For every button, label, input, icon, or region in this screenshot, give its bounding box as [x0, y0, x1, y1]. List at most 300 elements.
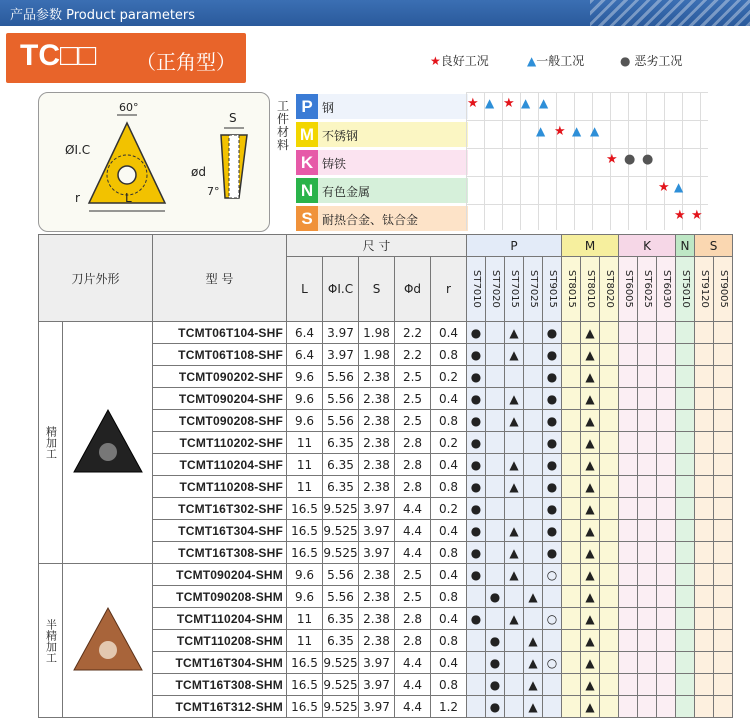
model-cell: TCMT110208-SHM [153, 630, 287, 652]
grade-cell [676, 564, 695, 586]
grade-cell [600, 476, 619, 498]
grade-cell [600, 652, 619, 674]
star-icon: ★ [691, 208, 703, 223]
legend-good [430, 52, 489, 69]
grade-cell [638, 322, 657, 344]
grade-cell [638, 476, 657, 498]
dim-cell: 16.5 [287, 520, 323, 542]
grade-cell [695, 674, 714, 696]
grade-cell [638, 586, 657, 608]
grade-cell [600, 344, 619, 366]
grade-cell [619, 322, 638, 344]
dim-cell: 9.525 [323, 674, 359, 696]
dim-cell: 0.2 [431, 432, 467, 454]
grade-cell [695, 322, 714, 344]
grade-cell: ▲ [581, 674, 600, 696]
grade-header [657, 257, 676, 322]
grade-cell [486, 608, 505, 630]
grade-cell [619, 674, 638, 696]
grade-cell [714, 344, 733, 366]
grade-cell: ● [543, 476, 562, 498]
grade-header [676, 257, 695, 322]
grade-cell [486, 498, 505, 520]
grade-cell: ▲ [581, 586, 600, 608]
header-model: 型 号 [153, 235, 287, 322]
material-row-s [296, 206, 468, 231]
grade-header [486, 257, 505, 322]
grade-cell [638, 498, 657, 520]
dim-cell: 2.38 [359, 432, 395, 454]
grade-cell: ▲ [581, 498, 600, 520]
dim-cell: 16.5 [287, 542, 323, 564]
grade-cell: ▲ [505, 520, 524, 542]
dim-cell: 2.38 [359, 410, 395, 432]
grade-cell: ● [467, 322, 486, 344]
grade-cell [638, 608, 657, 630]
dim-cell: 0.8 [431, 410, 467, 432]
legend-normal [527, 52, 584, 69]
grade-cell [714, 432, 733, 454]
dim-cell: 2.8 [395, 630, 431, 652]
grade-cell: ● [543, 388, 562, 410]
grade-cell [657, 542, 676, 564]
section-semi: 半精加工 [39, 564, 63, 718]
material-code: M [296, 122, 318, 147]
dim-header: ΦI.C [323, 257, 359, 322]
dim-header: L [287, 257, 323, 322]
dim-cell: 11 [287, 476, 323, 498]
grade-cell [505, 674, 524, 696]
triangle-icon: ▲ [674, 180, 684, 194]
grade-cell [619, 652, 638, 674]
grade-cell [543, 674, 562, 696]
grade-cell [657, 586, 676, 608]
dim-cell: 3.97 [359, 498, 395, 520]
grade-cell [638, 388, 657, 410]
dim-cell: 2.2 [395, 322, 431, 344]
grade-cell: ● [543, 454, 562, 476]
grade-cell [695, 344, 714, 366]
group-s: S [695, 235, 733, 257]
material-name: 钢 [322, 101, 335, 115]
grade-cell [562, 564, 581, 586]
grade-cell [562, 608, 581, 630]
grade-cell [467, 696, 486, 718]
grade-cell [638, 366, 657, 388]
grade-cell [505, 432, 524, 454]
dim-cell: 0.8 [431, 344, 467, 366]
dot-icon: ● [624, 152, 636, 167]
grade-cell: ● [467, 366, 486, 388]
group-k: K [619, 235, 676, 257]
grade-cell [695, 564, 714, 586]
grade-cell: ▲ [581, 630, 600, 652]
dim-header: r [431, 257, 467, 322]
grade-cell: ● [467, 520, 486, 542]
star-icon: ★ [606, 152, 618, 167]
grade-cell [638, 432, 657, 454]
header-dims: 尺 寸 [287, 235, 467, 257]
grade-cell [714, 366, 733, 388]
grade-cell [714, 674, 733, 696]
dim-cell: 0.8 [431, 586, 467, 608]
dim-header: S [359, 257, 395, 322]
grade-cell [695, 630, 714, 652]
angle-label: 60° [119, 101, 139, 114]
dim-cell: 11 [287, 630, 323, 652]
grade-cell [600, 564, 619, 586]
grade-label: ST9120 [699, 270, 710, 308]
dim-cell: 16.5 [287, 674, 323, 696]
grade-cell [524, 344, 543, 366]
grade-header [524, 257, 543, 322]
grade-cell [600, 454, 619, 476]
model-cell: TCMT090204-SHF [153, 388, 287, 410]
group-p: P [467, 235, 562, 257]
grade-cell [505, 498, 524, 520]
ic-label: ØI.C [65, 143, 91, 157]
dim-cell: 2.5 [395, 564, 431, 586]
dim-cell: 2.38 [359, 476, 395, 498]
grade-cell [600, 520, 619, 542]
title-code: TC□□ [20, 39, 97, 72]
dim-cell: 3.97 [359, 652, 395, 674]
grade-cell [505, 652, 524, 674]
grade-cell [562, 652, 581, 674]
dim-cell: 2.38 [359, 586, 395, 608]
dim-cell: 9.6 [287, 564, 323, 586]
grade-cell [467, 630, 486, 652]
model-cell: TCMT110204-SHM [153, 608, 287, 630]
grade-cell: ● [486, 652, 505, 674]
grade-cell [676, 366, 695, 388]
dim-cell: 2.38 [359, 388, 395, 410]
grade-cell: ● [486, 630, 505, 652]
grade-cell: ▲ [581, 476, 600, 498]
grade-cell [486, 366, 505, 388]
grade-cell [676, 344, 695, 366]
grade-cell [600, 410, 619, 432]
dim-cell: 9.525 [323, 542, 359, 564]
group-n: N [676, 235, 695, 257]
dim-cell: 1.2 [431, 696, 467, 718]
grade-cell [562, 520, 581, 542]
grade-cell [619, 410, 638, 432]
dim-cell: 2.38 [359, 454, 395, 476]
grade-cell: ▲ [505, 410, 524, 432]
grade-cell [600, 322, 619, 344]
star-icon: ★ [674, 208, 686, 223]
dim-cell: 11 [287, 454, 323, 476]
dim-cell: 1.98 [359, 322, 395, 344]
grade-header [695, 257, 714, 322]
star-icon: ★ [430, 54, 441, 68]
grade-cell [695, 454, 714, 476]
grade-cell: ▲ [581, 520, 600, 542]
grade-cell [676, 410, 695, 432]
grade-cell: ○ [543, 652, 562, 674]
table-header-row [39, 235, 733, 257]
material-row-n [296, 178, 468, 203]
dim-cell: 2.38 [359, 564, 395, 586]
grade-header [714, 257, 733, 322]
grade-cell [695, 652, 714, 674]
material-row-p [296, 94, 468, 119]
r-label: r [75, 191, 80, 205]
title-name: （正角型） [136, 50, 236, 74]
model-cell: TCMT16T304-SHF [153, 520, 287, 542]
grade-cell [486, 322, 505, 344]
grade-cell: ▲ [524, 630, 543, 652]
grade-cell [676, 674, 695, 696]
triangle-icon: ▲ [527, 54, 537, 68]
grade-header [543, 257, 562, 322]
grade-cell [714, 498, 733, 520]
grade-cell: ● [467, 388, 486, 410]
grade-cell [657, 608, 676, 630]
grade-cell: ● [543, 322, 562, 344]
grade-cell [562, 454, 581, 476]
grade-cell: ▲ [524, 674, 543, 696]
grade-cell [562, 674, 581, 696]
grade-cell [505, 696, 524, 718]
grade-header [505, 257, 524, 322]
grade-cell [714, 388, 733, 410]
grade-label: ST9015 [547, 270, 558, 308]
grade-label: ST7010 [471, 270, 482, 308]
grade-cell [657, 366, 676, 388]
grade-cell [714, 586, 733, 608]
grade-cell [657, 674, 676, 696]
model-cell: TCMT16T308-SHF [153, 542, 287, 564]
grade-cell [676, 432, 695, 454]
grade-cell [676, 608, 695, 630]
material-code: K [296, 150, 318, 175]
header-bar [0, 0, 750, 26]
dim-cell: 2.5 [395, 388, 431, 410]
grade-cell [619, 344, 638, 366]
model-cell: TCMT16T304-SHM [153, 652, 287, 674]
grade-cell: ▲ [581, 564, 600, 586]
grade-cell [524, 564, 543, 586]
dim-cell: 11 [287, 432, 323, 454]
grade-cell: ▲ [505, 322, 524, 344]
grade-cell: ▲ [524, 696, 543, 718]
dim-cell: 2.38 [359, 608, 395, 630]
grade-cell: ▲ [505, 542, 524, 564]
grade-cell: ● [543, 432, 562, 454]
dim-cell: 16.5 [287, 696, 323, 718]
grade-cell [543, 630, 562, 652]
grade-cell [714, 652, 733, 674]
grade-cell [695, 388, 714, 410]
dim-cell: 5.56 [323, 410, 359, 432]
grade-cell [695, 498, 714, 520]
grade-cell [505, 586, 524, 608]
model-cell: TCMT16T308-SHM [153, 674, 287, 696]
grade-cell [695, 366, 714, 388]
grade-label: ST8015 [566, 270, 577, 308]
model-cell: TCMT16T302-SHF [153, 498, 287, 520]
insert-image-finish [63, 322, 153, 564]
grade-cell [486, 432, 505, 454]
grade-cell [638, 520, 657, 542]
grade-cell [600, 542, 619, 564]
grade-cell [524, 476, 543, 498]
grade-cell [486, 410, 505, 432]
legend-bad-label: 恶劣工况 [634, 54, 683, 68]
grade-cell [676, 476, 695, 498]
grade-cell [467, 652, 486, 674]
dim-cell: 9.6 [287, 388, 323, 410]
grade-cell [714, 410, 733, 432]
dim-cell: 9.525 [323, 520, 359, 542]
grade-cell [562, 388, 581, 410]
dim-cell: 9.6 [287, 366, 323, 388]
dim-cell: 0.2 [431, 498, 467, 520]
grade-cell [676, 520, 695, 542]
grade-cell [638, 564, 657, 586]
grade-cell [486, 344, 505, 366]
grade-cell: ● [467, 564, 486, 586]
dim-cell: 0.4 [431, 322, 467, 344]
grade-cell: ○ [543, 608, 562, 630]
grade-cell: ▲ [505, 388, 524, 410]
grade-cell [676, 498, 695, 520]
grade-cell [619, 476, 638, 498]
grade-cell [638, 344, 657, 366]
grade-cell [600, 608, 619, 630]
grade-cell [486, 476, 505, 498]
grade-cell [524, 410, 543, 432]
triangle-icon: ▲ [539, 96, 549, 110]
grade-cell [543, 696, 562, 718]
grade-cell [562, 432, 581, 454]
model-cell: TCMT06T104-SHF [153, 322, 287, 344]
model-cell: TCMT090202-SHF [153, 366, 287, 388]
grade-cell [657, 498, 676, 520]
grade-cell: ● [467, 454, 486, 476]
grade-cell [638, 696, 657, 718]
grade-cell [600, 432, 619, 454]
table-row [39, 564, 733, 586]
grade-cell [619, 432, 638, 454]
grade-cell [638, 410, 657, 432]
grade-cell [676, 652, 695, 674]
grade-cell: ▲ [505, 564, 524, 586]
dim-cell: 0.4 [431, 388, 467, 410]
grade-cell [619, 542, 638, 564]
legend-good-label: 良好工况 [440, 54, 489, 68]
grade-cell [695, 586, 714, 608]
material-name: 有色金属 [322, 185, 371, 199]
dim-cell: 6.35 [323, 630, 359, 652]
material-condition-grid [466, 92, 708, 230]
clearance-label: 7° [207, 185, 220, 198]
triangle-icon: ▲ [572, 124, 582, 138]
grade-cell [505, 630, 524, 652]
grade-cell: ▲ [581, 432, 600, 454]
dim-cell: 16.5 [287, 652, 323, 674]
grade-cell [657, 652, 676, 674]
dim-cell: 0.4 [431, 564, 467, 586]
dim-cell: 11 [287, 608, 323, 630]
dim-cell: 2.5 [395, 366, 431, 388]
grade-cell [714, 542, 733, 564]
grade-cell: ▲ [524, 652, 543, 674]
section-finish: 精加工 [39, 322, 63, 564]
grade-cell: ● [543, 344, 562, 366]
grade-cell: ● [486, 696, 505, 718]
group-m: M [562, 235, 619, 257]
grade-cell [695, 476, 714, 498]
grade-cell: ▲ [505, 344, 524, 366]
dim-cell: 2.8 [395, 476, 431, 498]
grade-label: ST7015 [509, 270, 520, 308]
star-icon: ★ [467, 96, 479, 111]
model-cell: TCMT090208-SHF [153, 410, 287, 432]
grade-cell: ▲ [581, 696, 600, 718]
dim-cell: 3.97 [323, 344, 359, 366]
model-cell: TCMT110204-SHF [153, 454, 287, 476]
material-name: 不锈钢 [322, 129, 359, 143]
dim-cell: 0.8 [431, 476, 467, 498]
grade-cell: ● [467, 608, 486, 630]
grade-cell [638, 652, 657, 674]
model-cell: TCMT110202-SHF [153, 432, 287, 454]
dim-cell: 3.97 [359, 696, 395, 718]
dim-cell: 0.8 [431, 674, 467, 696]
grade-header [581, 257, 600, 322]
grade-cell [676, 630, 695, 652]
dot-icon: ● [620, 54, 631, 68]
grade-cell: ▲ [581, 542, 600, 564]
grade-header [562, 257, 581, 322]
grade-cell: ▲ [581, 388, 600, 410]
grade-cell [562, 322, 581, 344]
dim-cell: 1.98 [359, 344, 395, 366]
work-material-label: 工件材料 [276, 99, 289, 152]
grade-cell [562, 586, 581, 608]
star-icon: ★ [658, 180, 670, 195]
bronze-insert-icon [64, 594, 152, 684]
dim-cell: 6.4 [287, 322, 323, 344]
grade-cell [524, 498, 543, 520]
grade-cell [467, 674, 486, 696]
grade-cell [486, 564, 505, 586]
dim-cell: 2.5 [395, 410, 431, 432]
grade-cell [714, 520, 733, 542]
grade-cell [619, 696, 638, 718]
grade-cell [657, 388, 676, 410]
dim-cell: 0.4 [431, 454, 467, 476]
grade-cell: ● [467, 344, 486, 366]
dim-cell: 0.8 [431, 630, 467, 652]
grade-cell [714, 630, 733, 652]
dim-cell: 16.5 [287, 498, 323, 520]
grade-cell [695, 608, 714, 630]
grade-cell: ▲ [505, 476, 524, 498]
grade-cell [619, 520, 638, 542]
grade-label: ST6030 [661, 270, 672, 308]
grade-cell [619, 388, 638, 410]
model-cell: TCMT110208-SHF [153, 476, 287, 498]
dim-cell: 9.525 [323, 652, 359, 674]
dim-cell: 5.56 [323, 366, 359, 388]
grade-cell: ▲ [581, 410, 600, 432]
grade-cell [524, 520, 543, 542]
grade-cell [695, 410, 714, 432]
